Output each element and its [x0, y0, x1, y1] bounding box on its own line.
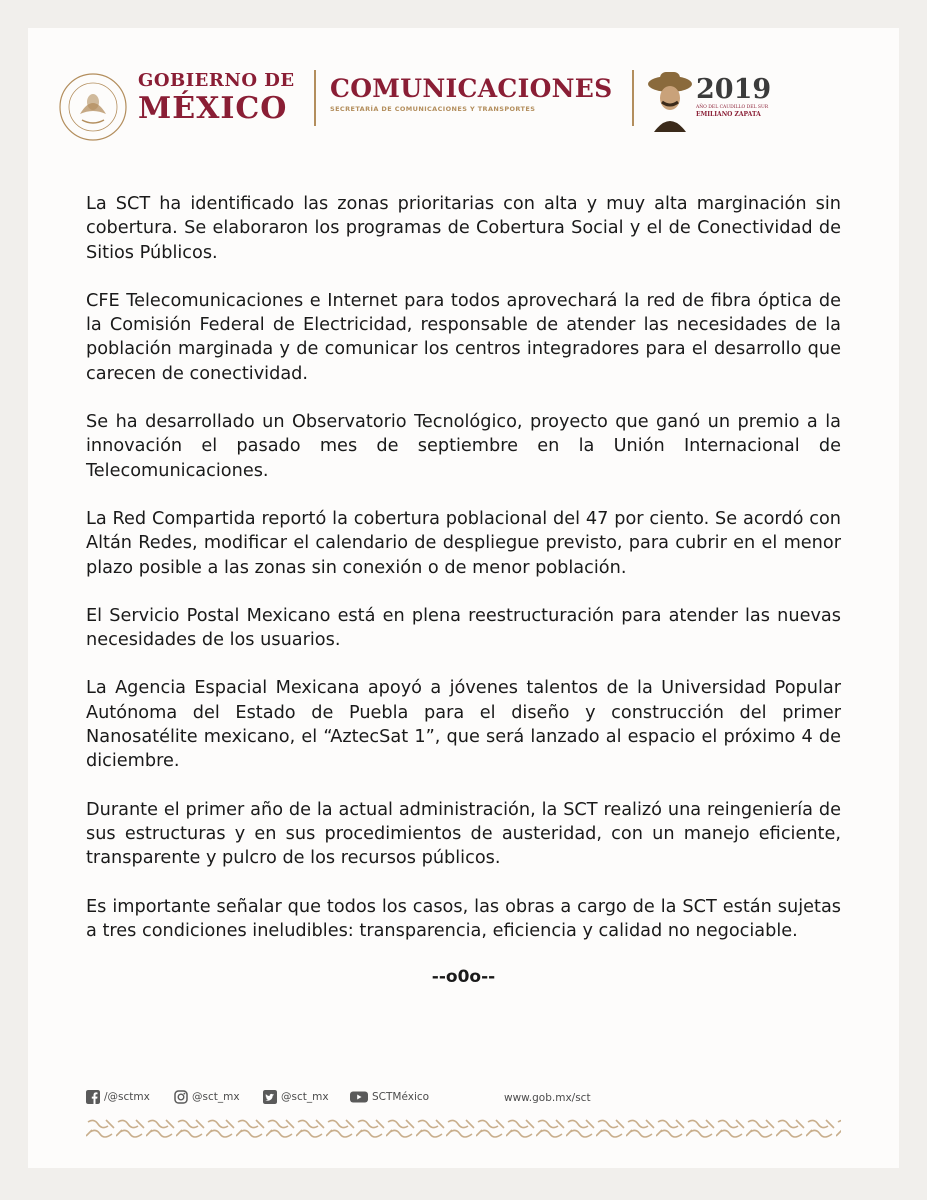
com-title: COMUNICACIONES [330, 74, 613, 103]
gob-line2: MÉXICO [138, 91, 288, 126]
youtube-handle: SCTMéxico [372, 1091, 430, 1103]
instagram-link[interactable] [174, 1090, 240, 1104]
twitter-link[interactable] [263, 1090, 329, 1104]
paragraph: El Servicio Postal Mexicano está en plena reestructuración para atender las nuevas necesidades de los usuarios. [86, 605, 841, 651]
press-release-body [86, 192, 841, 987]
header-divider [314, 70, 316, 126]
com-subtitle: SECRETARÍA DE COMUNICACIONES Y TRANSPORTES [330, 105, 536, 113]
paragraph: La Red Compartida reportó la cobertura poblacional del 47 por ciento. Se acordó con Altán Redes, modificar el calendario de despliegue previsto, para cubrir en el menor plazo posible a las zonas sin conexión o de menor población. [86, 508, 841, 578]
footer-social-bar [86, 1088, 846, 1110]
mexico-seal-icon [58, 72, 128, 142]
paragraph: Se ha desarrollado un Observatorio Tecnológico, proyecto que ganó un premio a la innovación el pasado mes de septiembre en la Unión Internacional de Telecomunicaciones. [86, 412, 841, 481]
letterhead [58, 62, 778, 148]
comunicaciones-logo [330, 76, 613, 113]
website-link[interactable]: www.gob.mx/sct [504, 1092, 591, 1104]
facebook-icon [86, 1090, 100, 1104]
paragraph: La SCT ha identificado las zonas prioritarias con alta y muy alta marginación sin cobertura. Se elaboraron los programas de Cobertura Social y el de Conectividad de Sitios Públicos. [86, 194, 841, 263]
instagram-handle: @sct_mx [192, 1091, 240, 1103]
year-name: EMILIANO ZAPATA [696, 110, 761, 118]
youtube-icon [350, 1090, 368, 1104]
gob-line1: GOBIERNO DE [138, 70, 295, 91]
twitter-handle: @sct_mx [281, 1091, 329, 1103]
zapata-portrait-icon [646, 68, 694, 134]
youtube-link[interactable] [350, 1090, 429, 1104]
year-caption: AÑO DEL CAUDILLO DEL SUR [696, 105, 769, 110]
end-separator: --o0o-- [431, 967, 496, 988]
twitter-icon [263, 1090, 277, 1104]
paragraph: La Agencia Espacial Mexicana apoyó a jóvenes talentos de la Universidad Popular Autónoma del Estado de Puebla para el diseño y construcción del primer Nanosatélite mexicano, el “AztecSat 1”, que será lanzado al espacio el próximo 4 de diciembre. [86, 678, 841, 772]
paragraph: Durante el primer año de la actual administración, la SCT realizó una reingeniería de sus estructuras y en sus procedimientos de austeridad, con un manejo eficiente, transparente y pulcro de los recursos públicos. [86, 799, 841, 869]
instagram-icon [174, 1090, 188, 1104]
year-number: 2019 [696, 74, 772, 105]
paragraph: Es importante señalar que todos los casos, las obras a cargo de la SCT están sujetas a tres condiciones ineludibles: transparencia, eficiencia y calidad no negociable. [86, 896, 841, 941]
year-badge [696, 76, 771, 118]
paragraph: CFE Telecomunicaciones e Internet para todos aprovechará la red de fibra óptica de la Comisión Federal de Electricidad, responsable de atender las necesidades de la población marginada y de comunicar los centros integradores para el desarrollo que carecen de conectividad. [86, 290, 841, 384]
facebook-link[interactable] [86, 1090, 150, 1104]
decorative-pattern-border [86, 1118, 841, 1140]
facebook-handle: /@sctmx [104, 1091, 150, 1103]
gobierno-de-mexico-logo [138, 72, 295, 124]
header-divider [632, 70, 634, 126]
